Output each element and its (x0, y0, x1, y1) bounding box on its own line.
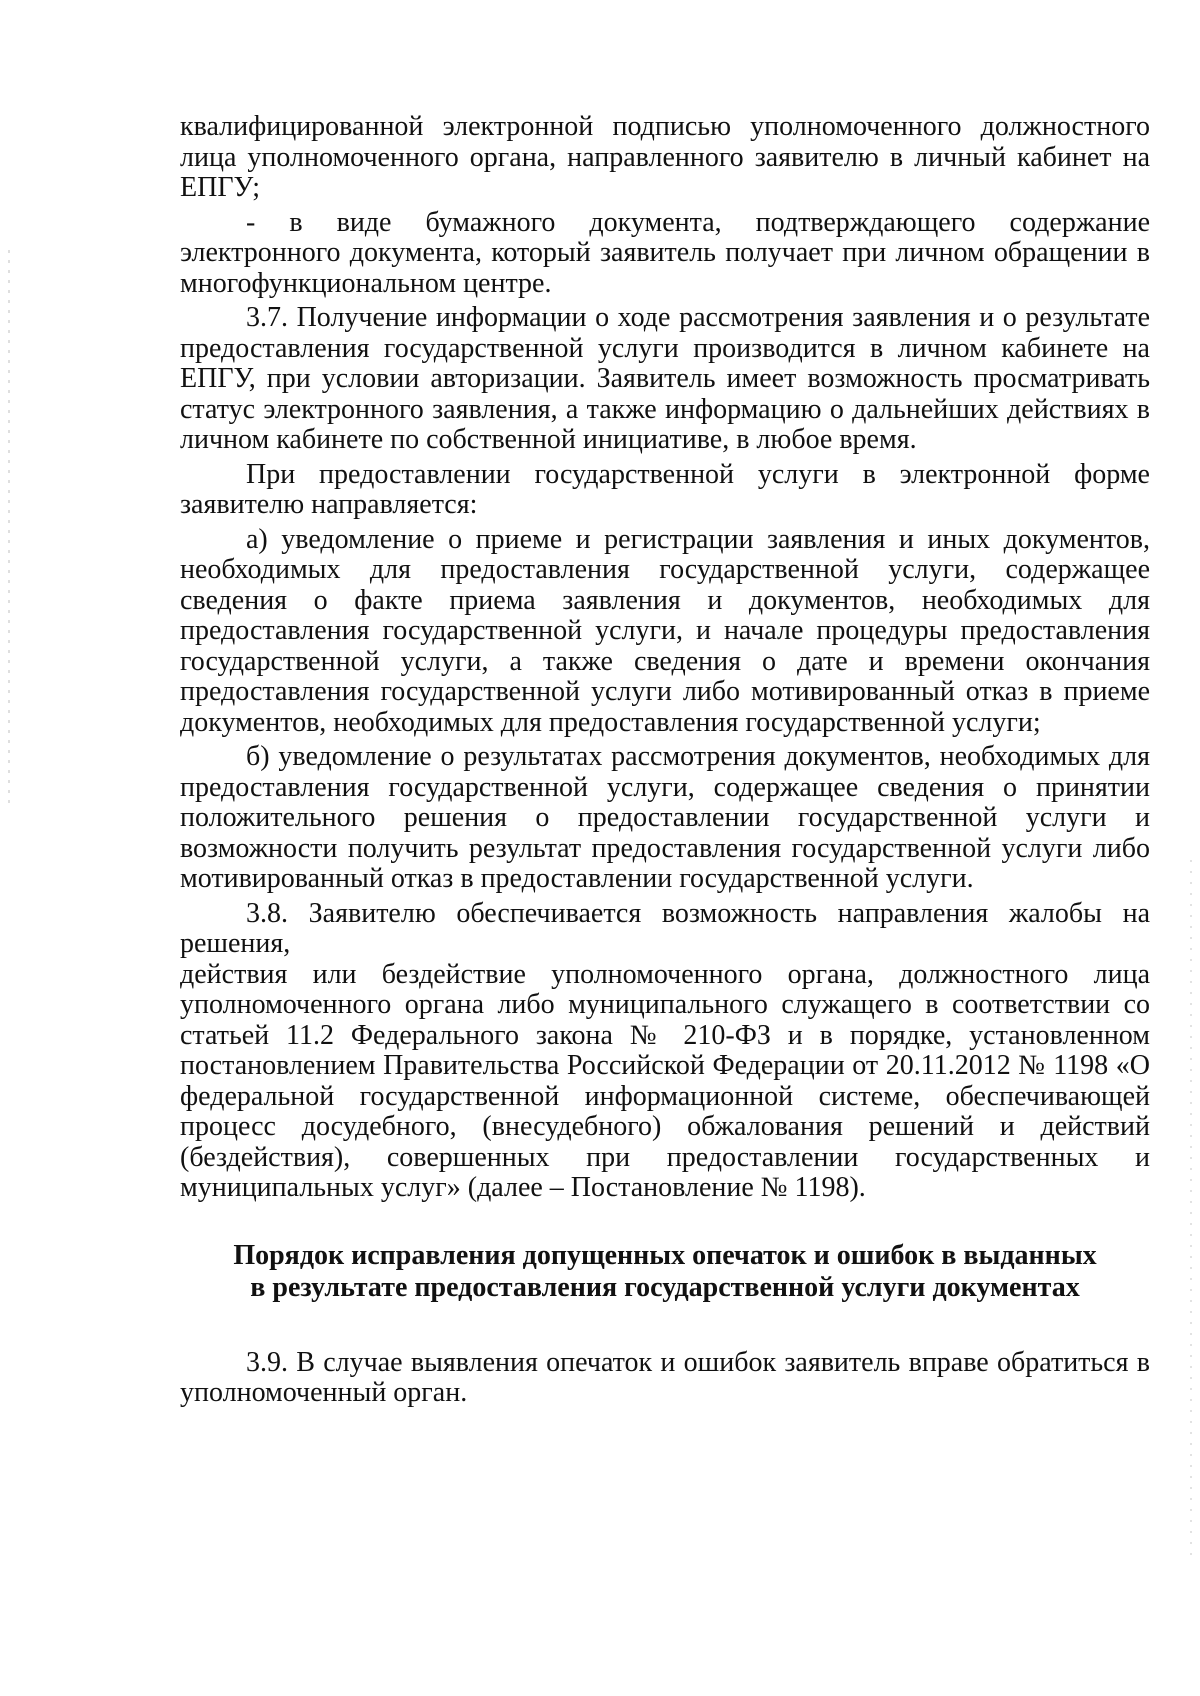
paragraph-qualified-signature: квалифицированной электронной подписью уполномоченного должностного лица уполномоченного органа, направленного заявителю в личный кабинет на ЕПГУ; (180, 111, 1150, 203)
document-body (180, 112, 1150, 1409)
paragraph-notification-b: б) уведомление о результатах рассмотрения документов, необходимых для предоставления государственной услуги, содержащее сведения о принятии положительного решения о предоставлении государственной услуги и возможности получить результат предоставления государственной услуги либо мотивированный отказ в предоставлении государственной услуги. (180, 741, 1150, 894)
paragraph-3-9: 3.9. В случае выявления опечаток и ошибок заявитель вправе обратиться в уполномоченный орган. (180, 1346, 1150, 1408)
paragraph-notification-a: а) уведомление о приеме и регистрации заявления и иных документов, необходимых для предоставления государственной услуги, содержащее сведения о факте приема заявления и документов, необходимых для предоставления государственной услуги, и начале процедуры предоставления государственной услуги, а также сведения о дате и времени окончания предоставления государственной услуги либо мотивированный отказ в приеме документов, необходимых для предоставления государственной услуги; (180, 523, 1150, 738)
section-heading (180, 1240, 1150, 1304)
paragraph-3-8: 3.8. Заявителю обеспечивается возможность направления жалобы на решения, (180, 897, 1150, 959)
section-heading-line-2: в результате предоставления государственной услуги документах (250, 1271, 1080, 1303)
paragraph-3-7: 3.7. Получение информации о ходе рассмотрения заявления и о результате предоставления государственной услуги производится в личном кабинете на ЕПГУ, при условии авторизации. Заявитель имеет возможность просматривать статус электронного заявления, а также информацию о дальнейших действиях в личном кабинете по собственной инициативе, в любое время. (180, 302, 1150, 455)
paragraph-paper-document: - в виде бумажного документа, подтверждающего содержание электронного документа, который заявитель получает при личном обращении в многофункциональном центре. (180, 206, 1150, 299)
paragraph-electronic-form: При предоставлении государственной услуги в электронной форме заявителю направляется: (180, 458, 1150, 520)
section-heading-line-1: Порядок исправления допущенных опечаток и ошибок в выданных (233, 1239, 1097, 1271)
scan-edge-artifact-right (1190, 860, 1192, 1560)
scan-edge-artifact-left (8, 250, 10, 810)
paragraph-complaint-details: действия или бездействие уполномоченного органа, должностного лица уполномоченного органа либо муниципального служащего в соответствии со статьей 11.2 Федерального закона № 210-ФЗ и в порядке, установленном постановлением Правительства Российской Федерации от 20.11.2012 № 1198 «О федеральной государственной информационной системе, обеспечивающей процесс досудебного, (внесудебного) обжалования решений и действий (бездействия), совершенных при предоставлении государственных и муниципальных услуг» (далее – Постановление № 1198). (180, 958, 1150, 1203)
